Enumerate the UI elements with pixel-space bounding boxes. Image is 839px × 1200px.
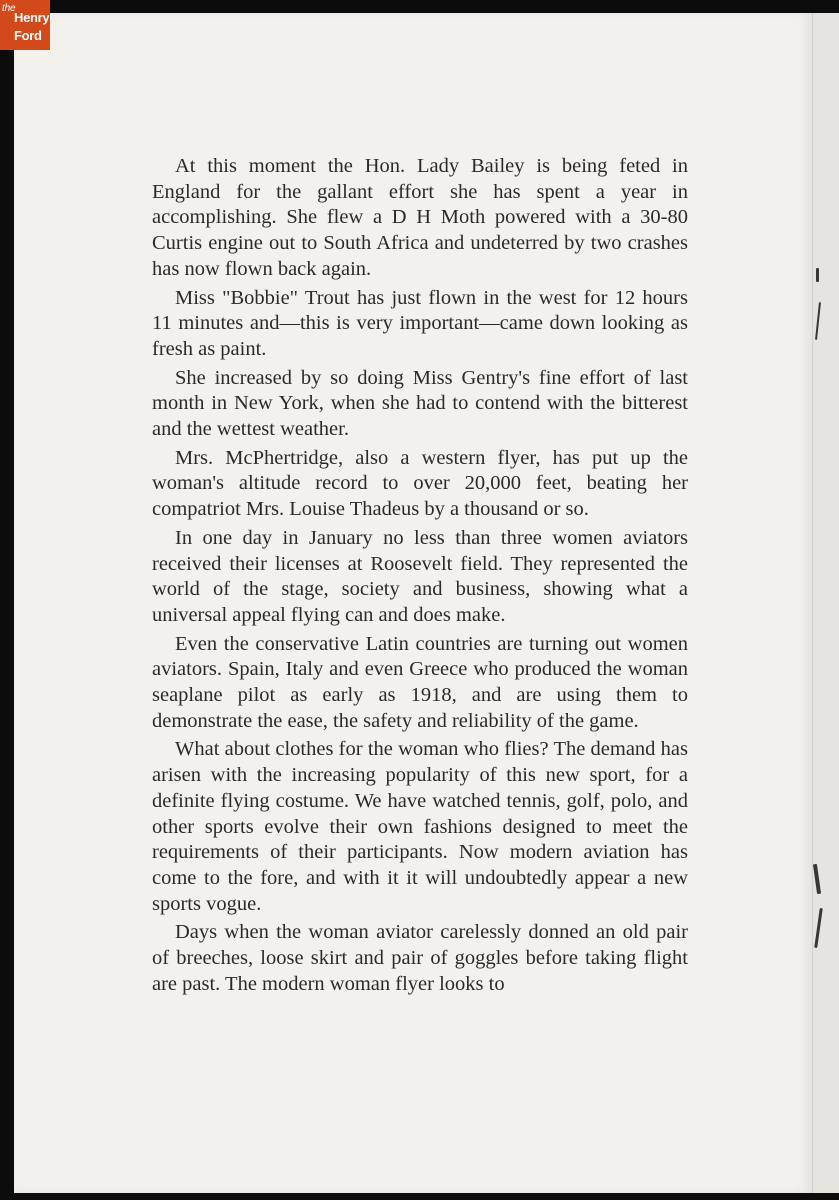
paragraph-latin-countries: Even the conservative Latin countries are turning out women aviators. Spain, Italy and even Greece who produced the woman seaplane pilot as early as 1918, and are using them to demonstrate the ease, the safety and reliability of the game. [152,632,688,732]
binding-hole-mark-upper [816,268,819,282]
henry-ford-logo [0,0,50,50]
paragraph-days-past: Days when the woman aviator carelessly donned an old pair of breeches, loose skirt and pair of goggles before taking flight are past. The modern woman flyer looks to [152,921,688,995]
paragraph-roosevelt-field: In one day in January no less than three women aviators received their licenses at Roosevelt field. They represented the world of the stage, society and business, showing what a universal appeal flying can and does make. [152,526,688,626]
paragraph-bobbie-trout: Miss "Bobbie" Trout has just flown in the west for 12 hours 11 minutes and—this is very important—came down looking as fresh as paint. [152,286,688,360]
paragraph-lady-bailey: At this moment the Hon. Lady Bailey is being feted in England for the gallant effort she has spent a year in accomplishing. She flew a D H Moth powered with a 30-80 Curtis engine out to South Africa and undeterred by two crashes has now flown back again. [152,155,688,280]
article-body [152,154,688,1001]
logo-the-text: the [2,3,16,14]
paragraph-miss-gentry: She increased by so doing Miss Gentry's fine effort of last month in New York, when she had to contend with the bitterest and the wettest weather. [152,366,688,441]
paragraph-mcphertridge: Mrs. McPhertridge, also a western flyer, has put up the woman's altitude record to over 20,000 feet, beating her compatriot Mrs. Louise Thadeus by a thousand or so. [152,446,688,521]
logo-henry-text: Henry [14,10,50,25]
paragraph-clothes: What about clothes for the woman who flies? The demand has arisen with the increasing popularity of this new sport, for a definite flying costume. We have watched tennis, golf, polo, and other sports evolve their own fashions designed to meet the requirements of their participants. Now modern aviation has come to the fore, and with it it will undoubtedly appear a new sports vogue. [152,738,688,915]
logo-ford-text: Ford [14,28,42,43]
facing-page-edge [812,13,839,1193]
